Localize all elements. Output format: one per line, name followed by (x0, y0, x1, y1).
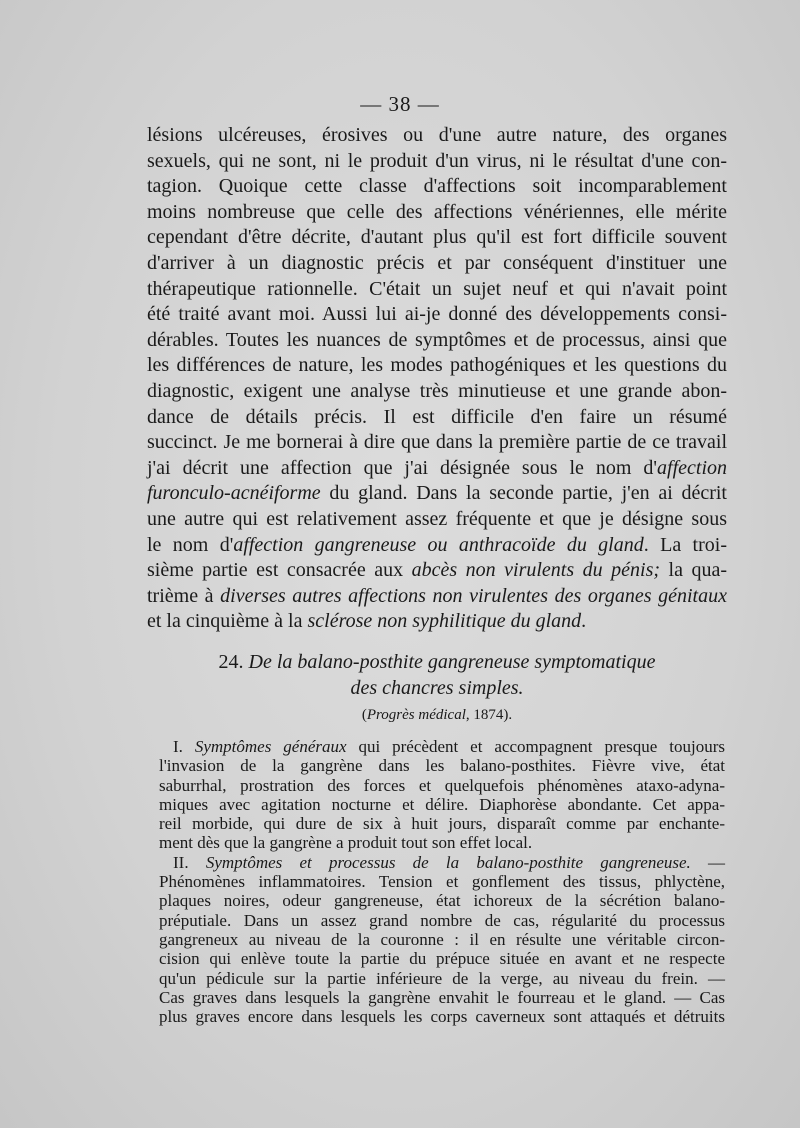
text-line: dérables. Toutes les nuances de symptômes et de processus, ainsi que (147, 328, 727, 351)
page-number: — 38 — (360, 92, 440, 116)
text-line: diagnostic, exigent une analyse très minutieuse et une grande abon- (147, 379, 727, 402)
section-label: I. (173, 737, 183, 756)
italic-phrase: furonculo-acnéiforme (147, 482, 321, 505)
text-segment: du gland. Dans la seconde partie, j'en ai décrit (320, 482, 727, 505)
italic-phrase: affection gangreneuse ou anthracoïde du gland (233, 533, 644, 556)
text-line: les différences de nature, les modes pathogéniques et les questions du (147, 354, 727, 377)
main-paragraph (147, 123, 727, 635)
section-title-text: De la balano-posthite gangreneuse symptomatique (248, 651, 656, 673)
summary-line: saburrhal, prostration des forces et quelquefois phénomènes ataxo-adyna- (159, 775, 725, 795)
summary-line: l'invasion de la gangrène dans les balano-posthites. Fièvre vive, état (159, 756, 725, 776)
summary-line (159, 853, 725, 872)
italic-phrase: sclérose non syphilitique du gland (307, 610, 582, 633)
section-title-line: des chancres simples. (350, 676, 524, 699)
summary-line: miques avec agitation nocturne et délire. Diaphorèse abondante. Cet appa- (159, 794, 725, 814)
summary-line (159, 737, 725, 756)
text-segment: le nom d' (147, 533, 234, 556)
text-line (147, 456, 727, 482)
text-line: thérapeutique rationnelle. C'était un sujet neuf et qui n'avait point (147, 277, 727, 300)
text-segment: qui précèdent et accompagnent presque toujours (346, 737, 725, 756)
summary-line: plus graves encore dans lesquels les corps caverneux sont attaqués et détruits (159, 1007, 725, 1027)
text-line (147, 558, 727, 584)
summary-line: plaques noires, odeur gangreneuse, état ichoreux de la sécrétion balano- (159, 891, 725, 911)
section-label: II. (173, 852, 189, 872)
summary-line: préputiale. Dans un assez grand nombre de cas, régularité du processus (159, 910, 725, 930)
text-line: tagion. Quoique cette classe d'affections soit incomparablement (147, 175, 727, 198)
text-segment: la qua- (660, 559, 727, 582)
section-number: 24. (218, 651, 244, 673)
text-line: d'arriver à un diagnostic précis et par conséquent d'instituer une (147, 251, 727, 274)
summary-line: reil morbide, qui dure de six à huit jours, disparaît comme par enchante- (159, 814, 725, 834)
text-line (147, 481, 727, 507)
text-line: sexuels, qui ne sont, ni le produit d'un virus, ni le résultat d'une con- (147, 149, 727, 172)
text-segment: — (690, 852, 726, 872)
text-segment: . La troi- (643, 533, 727, 556)
summary-line: Cas graves dans lesquels la gangrène envahit le fourreau et le gland. — Cas (159, 987, 725, 1007)
italic-phrase: affection (657, 456, 727, 479)
section-heading (147, 650, 727, 701)
summary-line: gangreneux au niveau de la couronne : il en résulte une véritable circon- (159, 929, 725, 949)
summary-line: Phénomènes inflammatoires. Tension et gonflement des tissus, phlyctène, (159, 872, 725, 892)
source-year: , 1874). (465, 707, 513, 723)
text-line: succinct. Je me bornerai à dire que dans la première partie de ce travail (147, 431, 727, 454)
italic-phrase: diverses autres affections non virulentes des organes génitaux (220, 584, 727, 607)
text-line (147, 533, 727, 559)
text-line: lésions ulcéreuses, érosives ou d'une autre nature, des organes (147, 124, 727, 146)
text-line: cependant d'être décrite, d'autant plus qu'il est fort difficile souvent (147, 226, 727, 249)
text-segment: et la cinquième à la (147, 610, 308, 633)
section-title-line (147, 650, 727, 676)
text-line (147, 609, 727, 635)
source-citation: (Progrès médical, 1874). (361, 707, 513, 723)
summary-text (159, 737, 725, 1026)
summary-heading: Symptômes et processus de la balano-posthite gangreneuse. (205, 852, 691, 872)
summary-line: ment dès que la gangrène a produit tout son effet local. (159, 833, 533, 853)
summary-heading: Symptômes généraux (194, 737, 347, 756)
text-segment: j'ai décrit une affection que j'ai désignée sous le nom d' (147, 456, 658, 479)
source-journal: Progrès médical (366, 707, 466, 723)
summary-line: qu'un pédicule sur la partie inférieure de la verge, au niveau du frein. — (159, 968, 725, 988)
summary-line: cision qui enlève toute la partie du prépuce située en avant et ne respecte (159, 949, 725, 969)
text-line: dance de détails précis. Il est difficile d'en faire un résumé (147, 405, 727, 428)
text-line (147, 584, 727, 610)
text-line: moins nombreuse que celle des affections vénériennes, elle mérite (147, 200, 727, 223)
text-segment: . (581, 610, 587, 633)
italic-phrase: abcès non virulents du pénis; (411, 559, 661, 582)
text-line: été traité avant moi. Aussi lui ai-je donné des développements consi- (147, 303, 727, 326)
text-line: une autre qui est relativement assez fréquente et que je désigne sous (147, 507, 727, 530)
text-segment: sième partie est consacrée aux (147, 559, 412, 582)
text-segment: trième à (147, 584, 221, 607)
